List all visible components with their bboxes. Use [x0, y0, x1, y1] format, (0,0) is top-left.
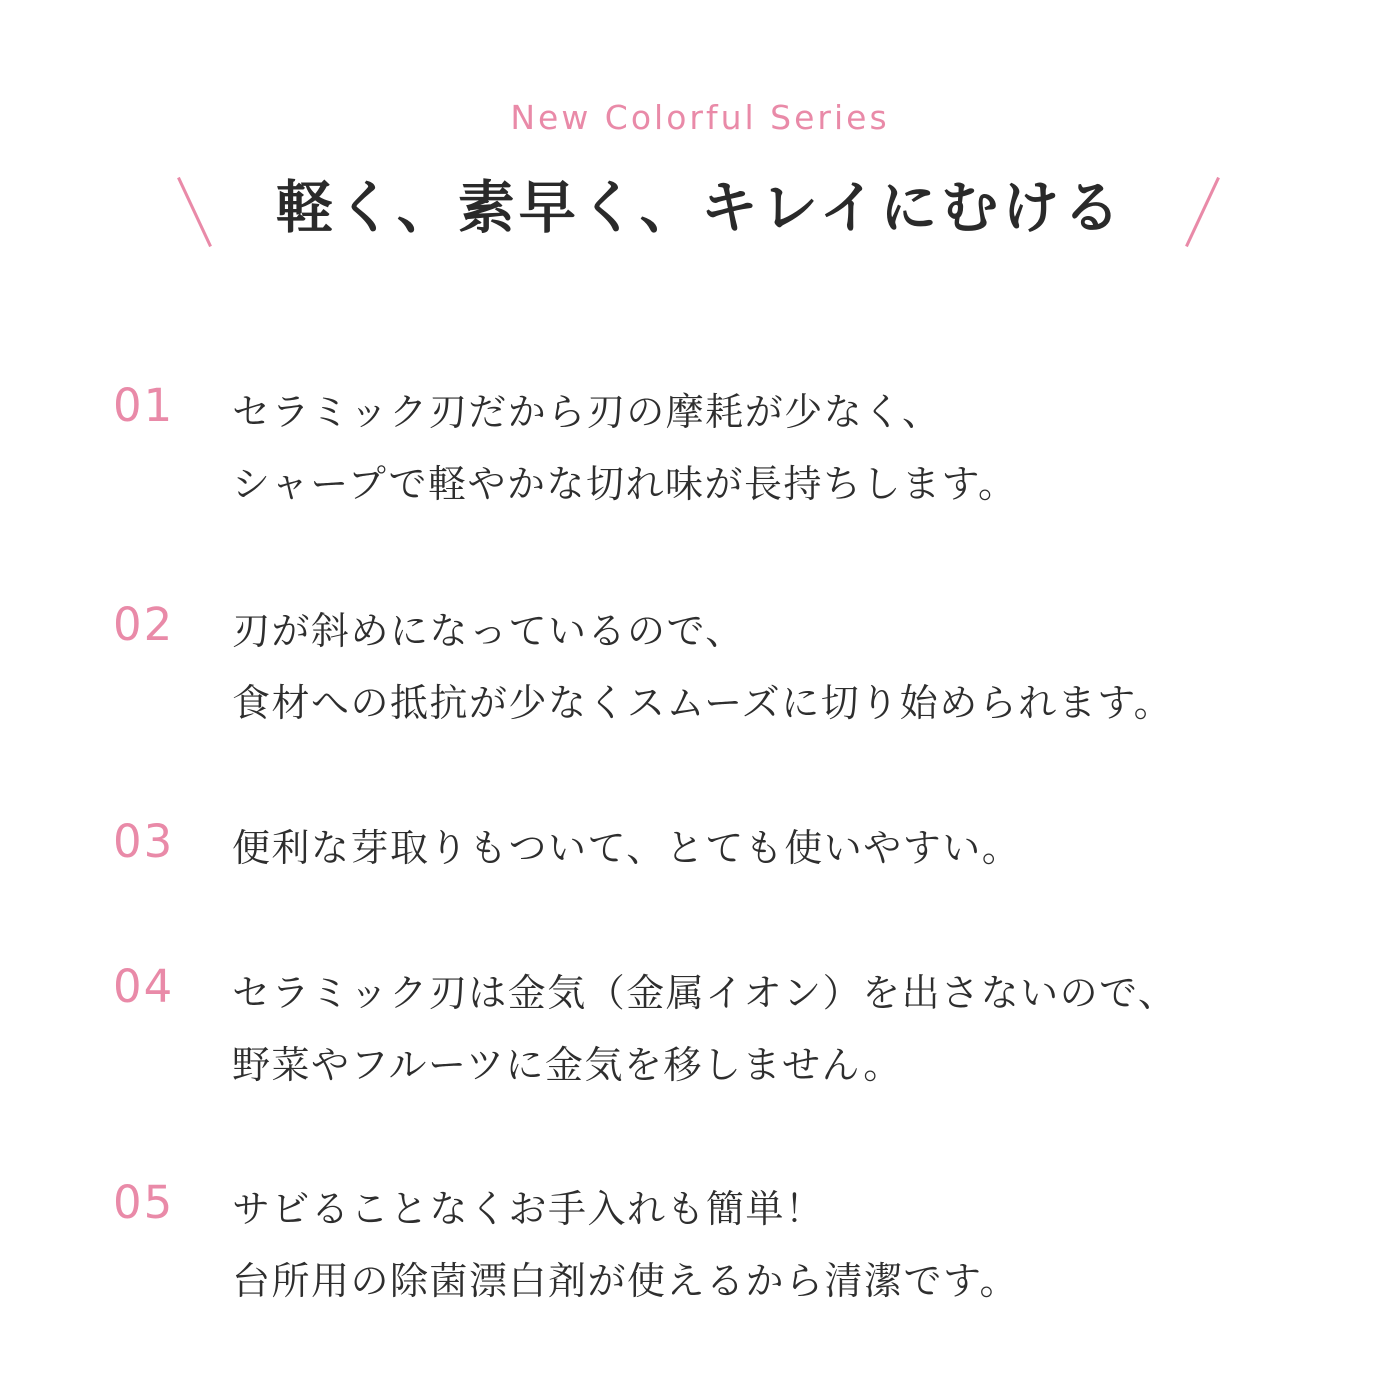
- feature-text: [232, 1173, 1272, 1317]
- left-slash-decoration: [177, 177, 212, 247]
- feature-line: 便利な芽取りもついて、とても使いやすい。: [232, 826, 1022, 870]
- right-slash-decoration: [1185, 177, 1220, 247]
- feature-text: [232, 376, 1272, 520]
- feature-number: 03: [113, 815, 175, 868]
- feature-number: 04: [113, 960, 175, 1013]
- feature-number: 01: [113, 379, 175, 432]
- feature-line: 台所用の除菌漂白剤が使えるから清潔です。: [232, 1259, 1019, 1303]
- feature-line: 野菜やフルーツに金気を移しません。: [232, 1043, 903, 1087]
- feature-number: 05: [113, 1176, 175, 1229]
- page-headline: 軽く、素早く、キレイにむける: [275, 175, 1125, 241]
- feature-number: 02: [113, 598, 175, 651]
- feature-line: セラミック刃だから刃の摩耗が少なく、: [232, 390, 942, 434]
- feature-line: サビることなくお手入れも簡単！: [232, 1187, 825, 1231]
- feature-text: [232, 957, 1272, 1101]
- feature-line: セラミック刃は金気（金属イオン）を出さないので、: [232, 971, 1178, 1015]
- feature-text: [232, 595, 1272, 739]
- subtitle: New Colorful Series: [510, 98, 890, 137]
- feature-line: 刃が斜めになっているので、: [232, 609, 745, 653]
- headline-block: [0, 168, 1400, 248]
- feature-text: [232, 812, 1272, 884]
- feature-line: シャープで軽やかな切れ味が長持ちします。: [232, 462, 1018, 506]
- feature-line: 食材への抵抗が少なくスムーズに切り始められます。: [232, 681, 1174, 725]
